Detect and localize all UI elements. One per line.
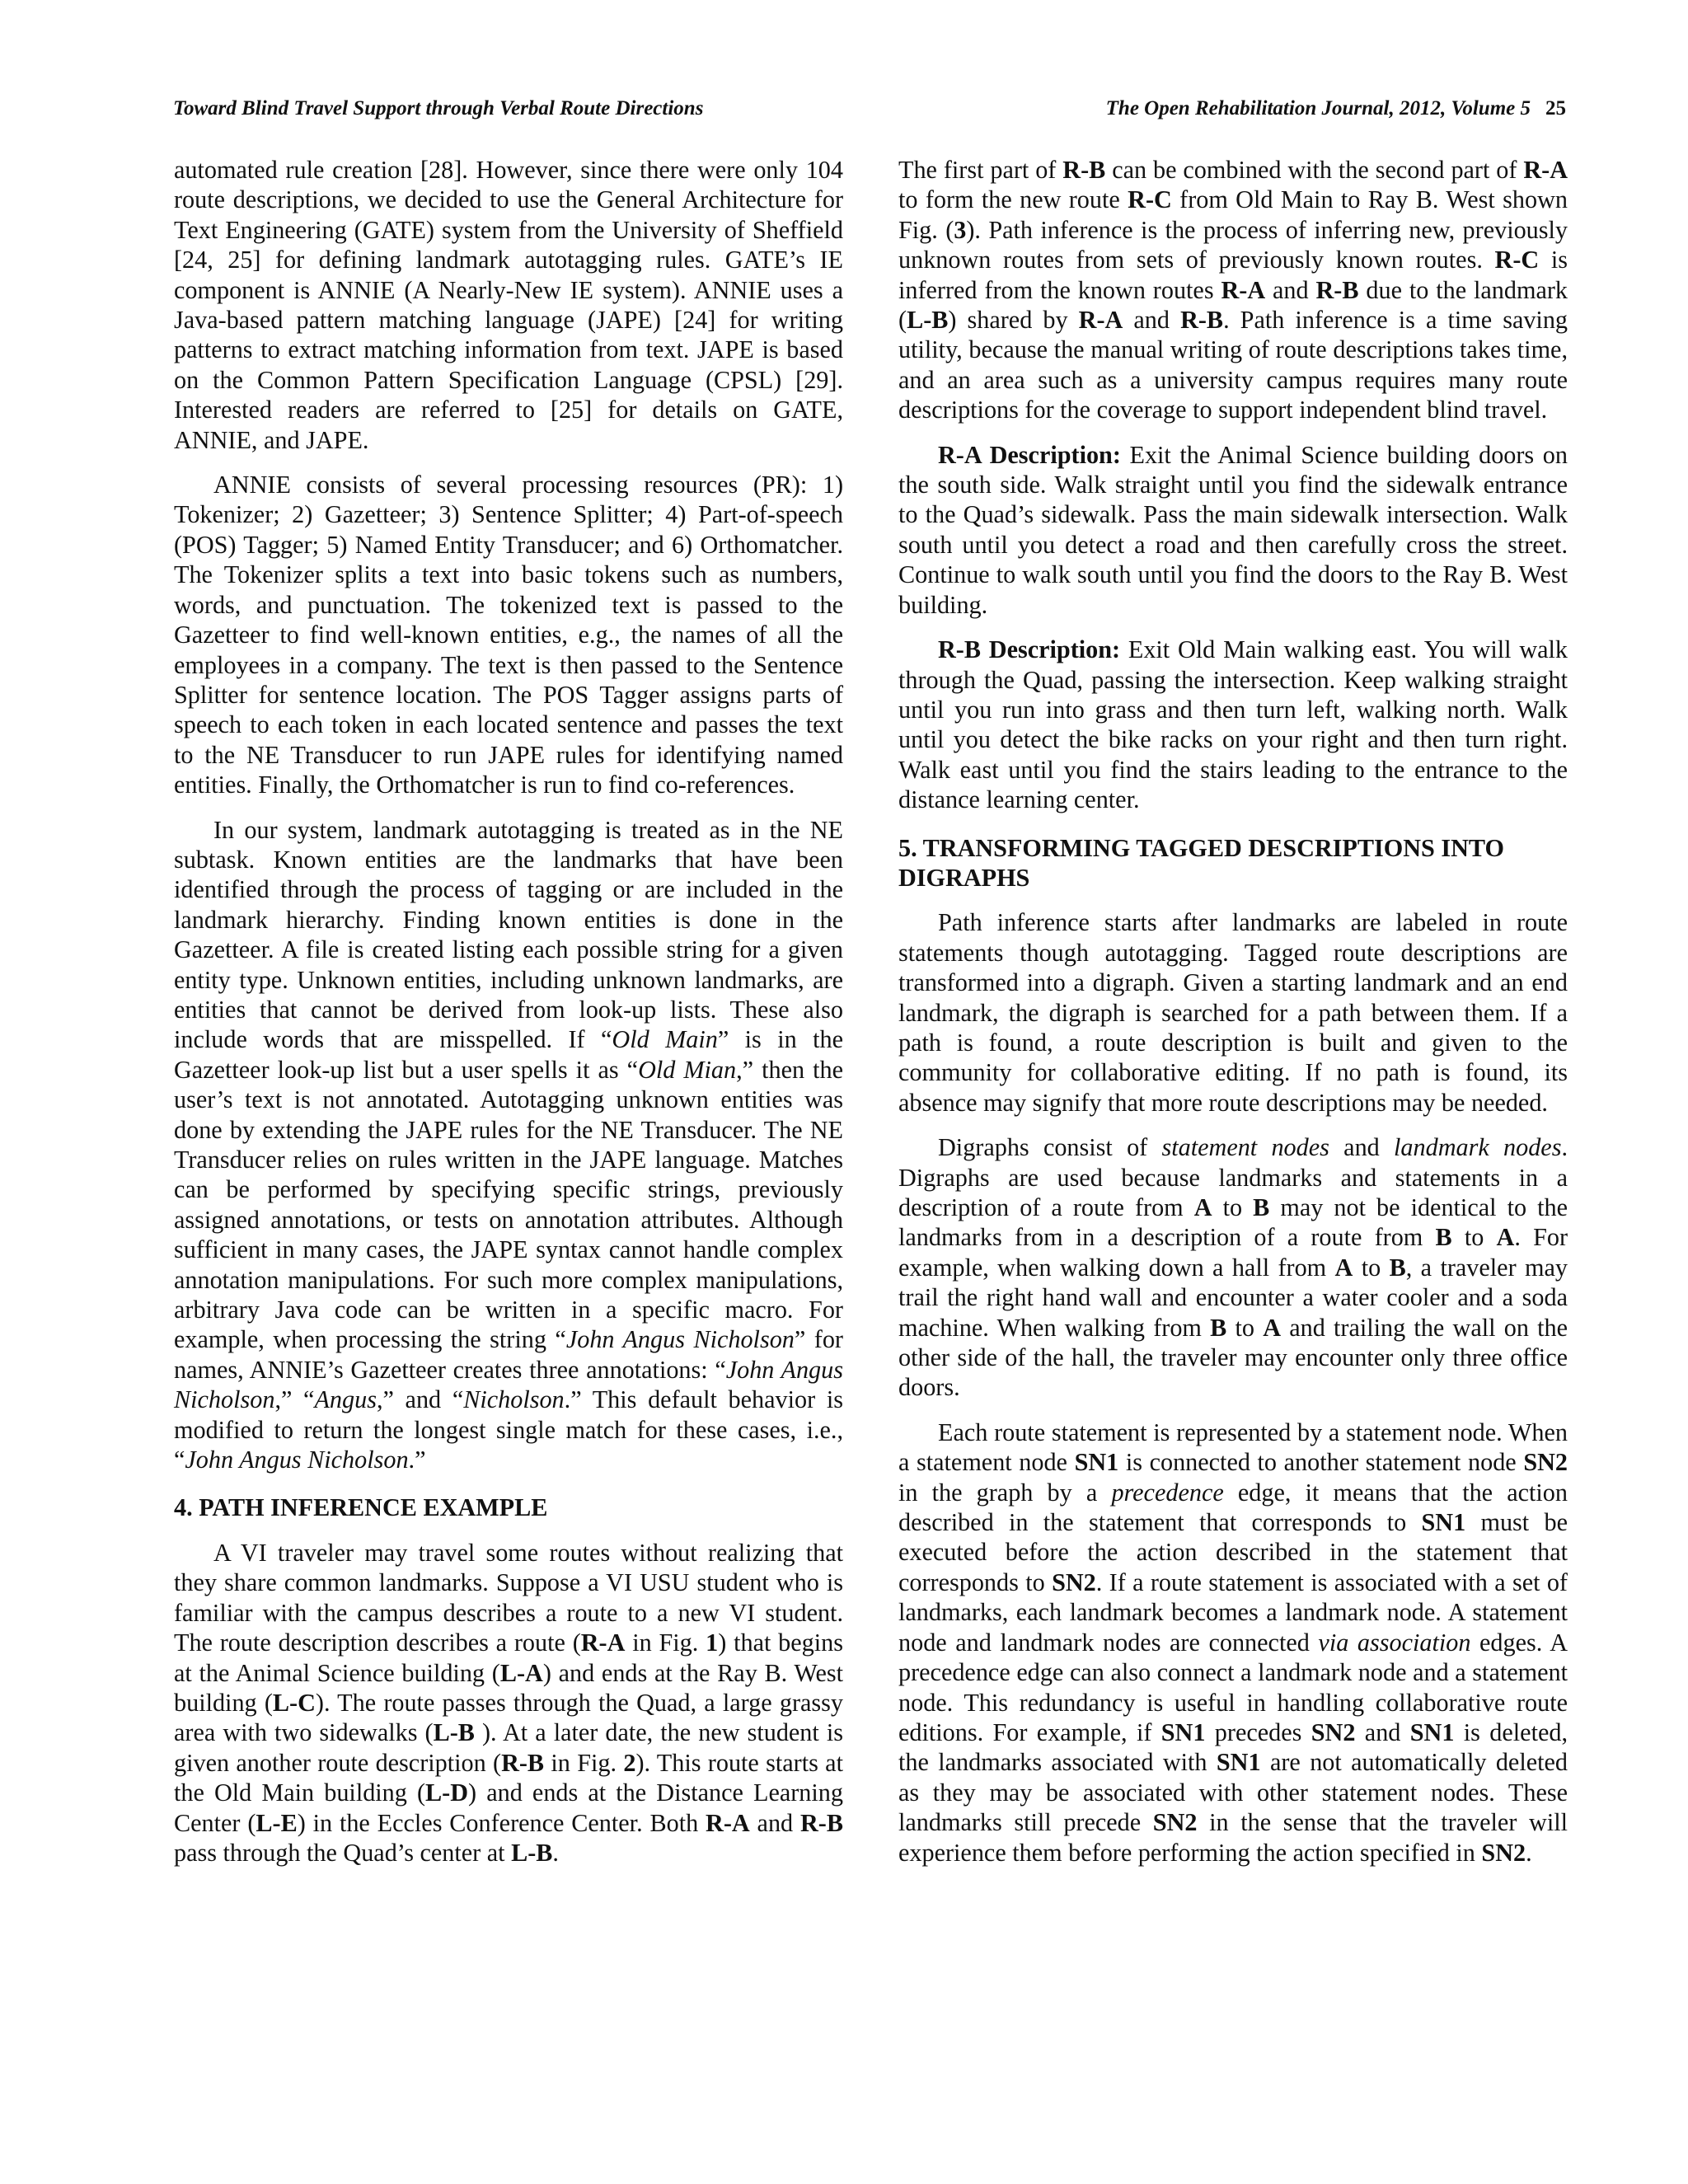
text-run: ,” “: [274, 1385, 315, 1414]
journal-info: [1106, 97, 1566, 120]
description-text: Exit Old Main walking east. You will walk through the Quad, passing the intersection. Keep walking straight until you run into grass and then turn left, walking north. Walk until you detect the bike racks on your right and then turn right. Walk east until you find the stairs leading to the entrance to the distance learning center.: [898, 635, 1568, 814]
text-run: and: [1329, 1133, 1395, 1162]
text-run: .: [552, 1838, 559, 1867]
text-run: is connected to another statement node: [1118, 1448, 1524, 1477]
bold-term: SN2: [1152, 1808, 1198, 1837]
italic-term: statement nodes: [1161, 1133, 1329, 1162]
description-text: Exit the Animal Science building doors on the south side. Walk straight until you find the sidewalk entrance to the Quad’s sidewalk. Pass the main sidewalk intersection. Walk south until you detect a road and then carefully cross the street. Continue to walk south until you find the doors to the Ray B. West building.: [898, 440, 1568, 619]
text-run: pass through the Quad’s center at: [174, 1838, 512, 1867]
bold-term: R-A: [1221, 275, 1266, 304]
bold-term: B: [1253, 1193, 1270, 1221]
bold-term: R-B: [799, 1808, 843, 1837]
right-column: [898, 155, 1568, 1882]
bold-term: R-B: [1062, 156, 1106, 184]
text-run: and: [1355, 1718, 1410, 1746]
text-run: to: [1212, 1193, 1254, 1221]
text-run: in Fig.: [544, 1748, 624, 1777]
bold-term: L-E: [256, 1808, 298, 1837]
text-run: A VI traveler may travel some routes without realizing that they share common landmarks. Suppose a VI USU student who is familiar with the campus describes a route to a new VI student. The route description describes a route (: [174, 1538, 843, 1657]
text-run: may not be identical to the landmarks from in a description of a route from: [898, 1193, 1568, 1252]
italic-term: Nicholson: [463, 1385, 565, 1414]
text-run: ) and ends at the Distance Learning Center (: [174, 1779, 843, 1837]
text-run: ” for names, ANNIE’s Gazetteer creates three annotations: “: [174, 1325, 843, 1384]
page-number: 25: [1545, 97, 1566, 120]
text-run: to: [1226, 1313, 1264, 1342]
text-run: . Path inference is a time saving utility, because the manual writing of route descriptions takes time, and an area such as a university campus requires many route descriptions for the coverage to support independent blind travel.: [898, 306, 1568, 424]
text-run: can be combined with the second part of: [1105, 156, 1524, 184]
text-run: ). Path inference is the process of inferring new, previously unknown routes from sets of previously known routes.: [898, 215, 1568, 274]
paragraph-rb-description: [898, 635, 1568, 814]
bold-term: L-A: [499, 1658, 543, 1687]
text-run: in the graph by a: [898, 1478, 1112, 1507]
text-run: In our system, landmark autotagging is treated as in the NE subtask. Known entities are the landmarks that have been identified through the process of tagging or are included in the landmark hierarchy. Finding known entities is done in the Gazetteer. A file is created listing each possible string for a given entity type. Unknown entities, including unknown landmarks, are entities that cannot be derived from look-up lists. These also include words that are misspelled. If “: [174, 815, 843, 1054]
text-run: The first part of: [898, 156, 1063, 184]
text-run: is inferred from the known routes: [898, 246, 1568, 304]
italic-term: Old Main: [612, 1025, 718, 1054]
text-run: . If a route statement is associated with a set of landmarks, each landmark becomes a landmark node. A statement node and landmark nodes are connected: [898, 1568, 1568, 1657]
bold-term: R-B: [501, 1748, 545, 1777]
text-run: ” is in the Gazetteer look-up list but a user spells it as “: [174, 1025, 843, 1084]
text-run: , a traveler may trail the right hand wall and encounter a water cooler and a soda machine. When walking from: [898, 1253, 1568, 1342]
text-run: from Old Main to Ray B. West shown Fig. (: [898, 185, 1568, 244]
bold-term: R-B: [1315, 275, 1359, 304]
italic-term: landmark nodes: [1394, 1133, 1562, 1162]
paragraph-ra-description: [898, 440, 1568, 620]
bold-term: L-B: [511, 1838, 553, 1867]
text-run: to: [1353, 1253, 1390, 1282]
text-run: .”: [408, 1446, 426, 1474]
text-run: ). The route passes through the Quad, a large grassy area with two sidewalks (: [174, 1688, 844, 1747]
text-run: are not automatically deleted as they may be associated with other statement nodes. These landmarks still precede: [898, 1748, 1568, 1837]
text-run: ). This route starts at the Old Main building (: [174, 1748, 843, 1807]
bold-term: R-A: [1523, 156, 1568, 184]
text-run: ,” then the user’s text is not annotated. Autotagging unknown entities was done by extending the JAPE rules for the NE Transducer. The NE Transducer relies on rules written in the JAPE language. Matches can be performed by specifying specific strings, previously assigned annotations, or tests on annotation attributes. Although sufficient in many cases, the JAPE syntax cannot handle complex annotation manipulations. For such more complex manipulations, arbitrary Java code can be written in a specific macro. For example, when processing the string “: [174, 1055, 843, 1354]
text-run: in Fig.: [625, 1629, 706, 1657]
text-run: and trailing the wall on the other side of the hall, the traveler may encounter only three office doors.: [898, 1313, 1568, 1402]
bold-term: A: [1496, 1223, 1515, 1252]
bold-term: R-A: [1078, 306, 1123, 335]
italic-term: John Angus Nicholson: [185, 1446, 409, 1474]
bold-term: SN2: [1311, 1718, 1356, 1746]
bold-term: 2: [623, 1748, 636, 1777]
text-run: . Digraphs are used because landmarks and statements in a description of a route from: [898, 1133, 1568, 1221]
section-heading-5: 5. TRANSFORMING TAGGED DESCRIPTIONS INTO DIGRAPHS: [898, 833, 1504, 892]
text-run: .: [1526, 1838, 1532, 1867]
italic-term: John Angus Nicholson: [565, 1325, 795, 1354]
text-run: and: [749, 1808, 800, 1837]
bold-term: R-A: [706, 1808, 750, 1837]
text-run: ) that begins at the Animal Science building (: [174, 1629, 843, 1687]
text-run: in the sense that the traveler will experience them before performing the action specified in: [898, 1808, 1568, 1867]
description-label: R-B Description:: [938, 635, 1121, 664]
bold-term: SN1: [1160, 1718, 1206, 1746]
text-run: must be executed before the action described in the statement that corresponds to: [898, 1508, 1568, 1596]
section-heading-4: 4. PATH INFERENCE EXAMPLE: [174, 1493, 548, 1522]
bold-term: A: [1263, 1313, 1282, 1342]
text-run: to: [1451, 1223, 1497, 1252]
description-label: R-A Description:: [938, 440, 1121, 469]
bold-term: A: [1334, 1253, 1353, 1282]
paragraph-autotagging: [174, 815, 843, 1475]
bold-term: SN1: [1216, 1748, 1261, 1777]
paragraph-path-example: [174, 1538, 843, 1868]
bold-term: SN1: [1409, 1718, 1455, 1746]
italic-term: precedence: [1111, 1478, 1224, 1507]
text-run: is deleted, the landmarks associated with: [898, 1718, 1568, 1777]
text-run: to form the new route: [898, 185, 1128, 214]
text-run: edge, it means that the action described in the statement that corresponds to: [898, 1478, 1568, 1537]
paragraph-path-inference: Path inference starts after landmarks are labeled in route statements though autotagging. Tagged route descriptions are transformed into a digraph. Given a starting landmark and an end landmark, the digraph is searched for a path between them. If a path is found, a route description is built and given to the community for collaborative editing. If no path is found, its absence may signify that more route descriptions may be needed.: [898, 908, 1568, 1117]
text-run: and: [1265, 275, 1316, 304]
journal-citation: The Open Rehabilitation Journal, 2012, Volume 5: [1105, 97, 1531, 120]
paragraph-statement-nodes: [898, 1418, 1568, 1868]
bold-term: B: [1435, 1223, 1452, 1252]
bold-term: SN1: [1421, 1508, 1466, 1537]
bold-term: SN1: [1074, 1448, 1119, 1477]
text-run: ). At a later date, the new student is given another route description (: [174, 1718, 843, 1777]
text-run: .” This default behavior is modified to return the longest single match for these cases, i.e., “: [174, 1385, 843, 1474]
paragraph-route-combination: [898, 155, 1568, 425]
bold-term: SN2: [1523, 1448, 1568, 1477]
bold-term: SN2: [1481, 1838, 1526, 1867]
text-run: Each route statement is represented by a statement node. When a statement node: [898, 1418, 1568, 1477]
paragraph-gate-intro: automated rule creation [28]. However, since there were only 104 route descriptions, we decided to use the General Architecture for Text Engineering (GATE) system from the University of Sheffield [24, 25] for defining landmark autotagging rules. GATE’s IE component is ANNIE (A Nearly-New IE system). ANNIE uses a Java-based pattern matching language (JAPE) [24] for writing patterns to extract matching information from text. JAPE is based on the Common Pattern Specification Language (CPSL) [29]. Interested readers are referred to [25] for details on GATE, ANNIE, and JAPE.: [174, 156, 843, 454]
text-run: and: [1123, 306, 1181, 335]
bold-term: 1: [706, 1629, 719, 1657]
paragraph-annie: ANNIE consists of several processing resources (PR): 1) Tokenizer; 2) Gazetteer; 3) Sentence Splitter; 4) Part-of-speech (POS) Tagger; 5) Named Entity Transducer; and 6) Orthomatcher. The Tokenizer splits a text into basic tokens such as numbers, words, and punctuation. The tokenized text is passed to the Gazetteer to find well-known entities, e.g., the names of all the employees in a company. The text is then passed to the Sentence Splitter for sentence location. The POS Tagger assigns parts of speech to each token in each located sentence and passes the text to the NE Transducer to run JAPE rules for identifying named entities. Finally, the Orthomatcher is run to find co-references.: [174, 471, 843, 799]
text-run: ) and ends at the Ray B. West building (: [174, 1658, 844, 1717]
bold-term: R-C: [1494, 246, 1540, 274]
bold-term: L-B: [907, 306, 949, 335]
bold-term: L-B: [433, 1718, 475, 1747]
bold-term: L-D: [425, 1779, 469, 1807]
bold-term: B: [1389, 1253, 1406, 1282]
bold-term: R-C: [1128, 185, 1172, 214]
text-run: ,” and “: [376, 1385, 464, 1414]
bold-term: 3: [954, 215, 967, 244]
bold-term: R-B: [1180, 306, 1224, 335]
bold-term: SN2: [1052, 1568, 1096, 1596]
paragraph-digraphs: [898, 1132, 1568, 1403]
text-run: ) in the Eccles Conference Center. Both: [297, 1808, 706, 1837]
running-head: [173, 97, 1566, 130]
text-run: Digraphs consist of: [938, 1133, 1162, 1162]
text-run: ) shared by: [948, 306, 1079, 335]
bold-term: L-C: [272, 1688, 316, 1717]
left-column: [174, 155, 843, 1882]
italic-term: John Angus Nicholson: [174, 1355, 843, 1414]
italic-term: Angus: [314, 1385, 377, 1414]
text-run: edges. A precedence edge can also connect a landmark node and a statement node. This redundancy is useful in handling collaborative route editions. For example, if: [898, 1628, 1568, 1746]
text-run: precedes: [1205, 1718, 1311, 1746]
bold-term: B: [1210, 1313, 1227, 1342]
bold-term: A: [1193, 1193, 1212, 1221]
text-run: due to the landmark (: [898, 275, 1568, 335]
italic-term: Old Mian: [638, 1055, 737, 1084]
bold-term: R-A: [580, 1629, 626, 1657]
text-run: . For example, when walking down a hall from: [898, 1223, 1568, 1282]
running-title: Toward Blind Travel Support through Verbal Route Directions: [173, 97, 704, 120]
italic-term: via association: [1318, 1628, 1471, 1657]
